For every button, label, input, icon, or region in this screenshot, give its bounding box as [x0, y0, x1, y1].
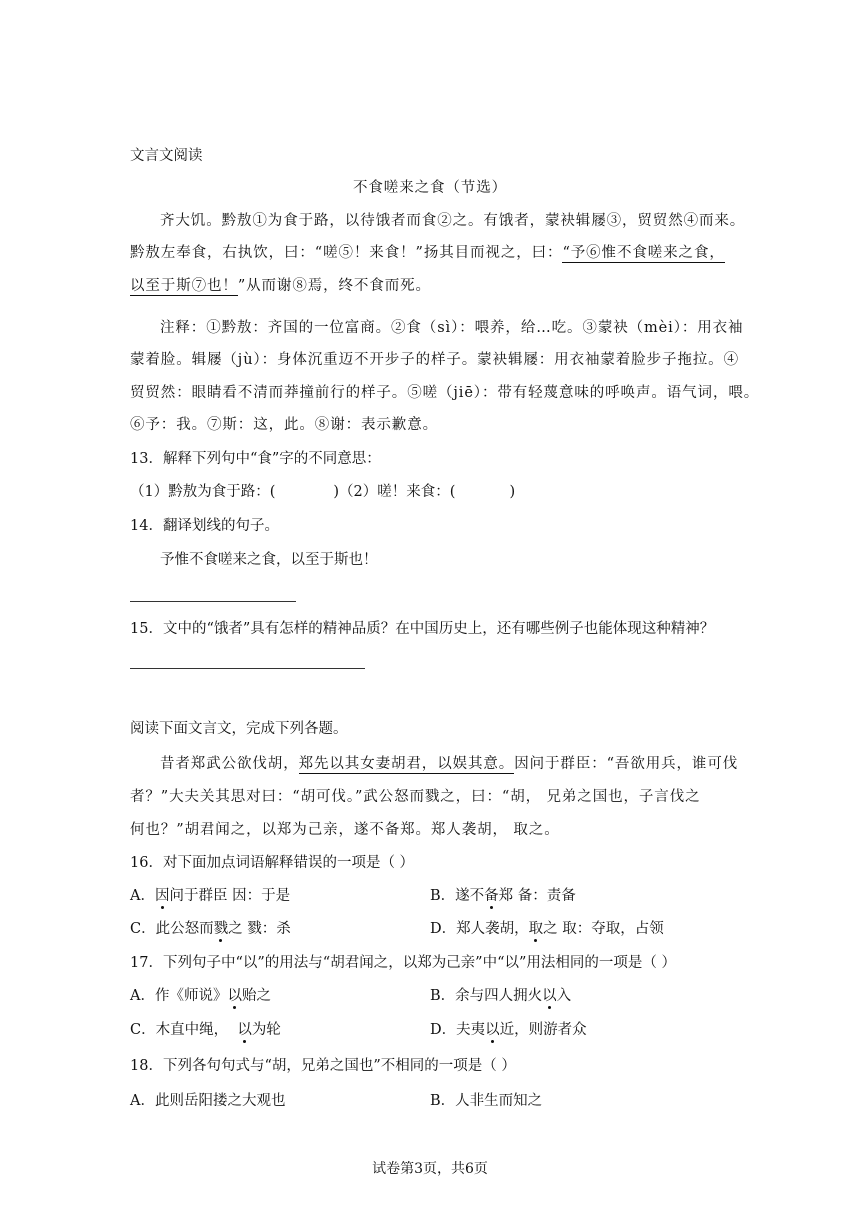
- q18-option-b[interactable]: B．人非生而知之: [430, 1093, 543, 1109]
- underlined-sentence-part1: “予⑥惟不食嗟来之食，: [562, 245, 725, 261]
- q17-option-c[interactable]: [130, 1020, 281, 1040]
- q17-option-a[interactable]: [130, 986, 271, 1006]
- passage1-line-2: [130, 243, 725, 263]
- passage2-underlined-sentence: 郑先以其女妻胡君，以娱其意。: [298, 756, 515, 772]
- q17-d-label: D．夫夷: [430, 1022, 486, 1038]
- q16-a-label: A．: [130, 888, 155, 904]
- q16-option-d[interactable]: [430, 919, 664, 939]
- q17-b-dotted: 以: [542, 988, 557, 1004]
- note-line-1: 注释：①黔敖：齐国的一位富商。②食（sì）：喂养，给…吃。③蒙袂（mèi）：用衣袖: [160, 320, 744, 336]
- q16-c-dotted: 戮: [213, 921, 229, 937]
- q17-b-label: B．余与四人拥火: [430, 988, 543, 1004]
- section2-heading: 阅读下面文言文，完成下列各题。: [130, 721, 348, 737]
- note-line-3: 贸贸然：眼睛看不清而莽撞前行的样子。⑤嗟（jiē）：带有轻蔑意味的呼唤声。语气词，喂。: [130, 385, 760, 401]
- q15-stem: 15．文中的“饿者”具有怎样的精神品质？在中国历史上，还有哪些例子也能体现这种精神？: [130, 621, 715, 637]
- q13-part3: ): [509, 484, 516, 500]
- q14-sentence: 予惟不食嗟来之食，以至于斯也！: [160, 552, 378, 568]
- q17-c-dotted: 以: [237, 1022, 252, 1038]
- q16-a-text: 问于群臣 因：于是: [169, 888, 291, 904]
- q14-stem: 14．翻译划线的句子。: [130, 518, 279, 534]
- passage1-title: 不食嗟来之食（节选）: [353, 180, 507, 196]
- note-line-2: 蒙着脸。辑屦（jù）：身体沉重迈不开步子的样子。蒙袂辑屦：用衣袖蒙着脸步子拖拉。④: [130, 352, 739, 368]
- passage1-line-3-text: ”从而谢⑧焉，终不食而死。: [237, 278, 431, 294]
- q16-b-dotted: 备: [484, 888, 499, 904]
- q16-option-b[interactable]: [430, 886, 576, 906]
- passage1-line-2-text: 黔敖左奉食，右执饮，曰：“嗟⑤！来食！”扬其目而视之，曰：: [130, 245, 563, 261]
- q17-b-text: 入: [556, 988, 572, 1004]
- q16-option-a[interactable]: [130, 886, 290, 906]
- q16-c-text: 之 戮：杀: [228, 921, 291, 937]
- q14-answer-line[interactable]: [130, 601, 296, 602]
- q16-d-text: 之 取：夺取，占领: [543, 921, 664, 937]
- passage2-line-1-text-c: 因问于群臣：“吾欲用兵，谁可伐: [514, 756, 739, 772]
- q16-stem: 16．对下面加点词语解释错误的一项是（ ）: [130, 855, 415, 871]
- section1-heading: 文言文阅读: [130, 148, 203, 164]
- q17-c-text: 为轮: [251, 1022, 281, 1038]
- passage2-line-3: 何也？”胡君闻之，以郑为己亲，遂不备郑。郑人袭胡， 取之。: [130, 822, 560, 838]
- q17-d-dotted: 以: [485, 1022, 500, 1038]
- q16-b-text: 郑 备：责备: [498, 888, 576, 904]
- q17-option-b[interactable]: [430, 986, 571, 1006]
- q16-option-c[interactable]: [130, 919, 291, 939]
- passage1-line-1: 齐大饥。黔敖①为食于路，以待饿者而食②之。有饿者，蒙袂辑屦③，贸贸然④而来。: [160, 213, 746, 229]
- page-footer: 试卷第3页，共6页: [372, 1161, 488, 1177]
- q17-a-text: 贻之: [241, 988, 271, 1004]
- q17-d-text: 近，则游者众: [499, 1022, 587, 1038]
- q13-stem: 13．解释下列句中“食”字的不同意思：: [130, 451, 381, 467]
- q16-c-label: C．此公怒而: [130, 921, 214, 937]
- q16-b-label: B．遂不: [430, 888, 485, 904]
- q13-line: [130, 482, 515, 502]
- passage2-line-2: 者？”大夫关其思对曰：“胡可伐。”武公怒而戮之，曰：“胡， 兄弟之国也，子言伐之: [130, 789, 701, 805]
- underlined-sentence-part2: 以至于斯⑦也！: [130, 278, 238, 294]
- q15-answer-line[interactable]: [130, 668, 365, 669]
- q17-option-d[interactable]: [430, 1020, 587, 1040]
- q17-a-label: A．作《师说》: [130, 988, 228, 1004]
- q16-d-label: D．郑人袭胡，: [430, 921, 529, 937]
- passage1-line-3: [130, 276, 431, 296]
- q17-c-label: C．木直中绳，: [130, 1022, 238, 1038]
- q16-a-dotted: 因: [154, 888, 170, 904]
- passage2-line-1: [160, 754, 738, 774]
- q16-d-dotted: 取: [528, 921, 544, 937]
- note-line-4: ⑥予：我。⑦斯：这，此。⑧谢：表示歉意。: [130, 417, 438, 433]
- q18-option-a[interactable]: A．此则岳阳搂之大观也: [130, 1093, 286, 1109]
- q13-part1: （1）黔敖为食于路：(: [130, 484, 276, 500]
- passage2-line-1-text-a: 昔者郑武公欲伐胡，: [160, 756, 299, 772]
- q17-stem: 17．下列句子中“以”的用法与“胡君闻之，以郑为己亲”中“以”用法相同的一项是（ ）: [130, 955, 677, 971]
- q18-stem: 18．下列各句句式与“胡，兄弟之国也”不相同的一项是（ ）: [130, 1058, 516, 1074]
- q13-part2: )（2）嗟！来食：(: [333, 484, 456, 500]
- q17-a-dotted: 以: [227, 988, 242, 1004]
